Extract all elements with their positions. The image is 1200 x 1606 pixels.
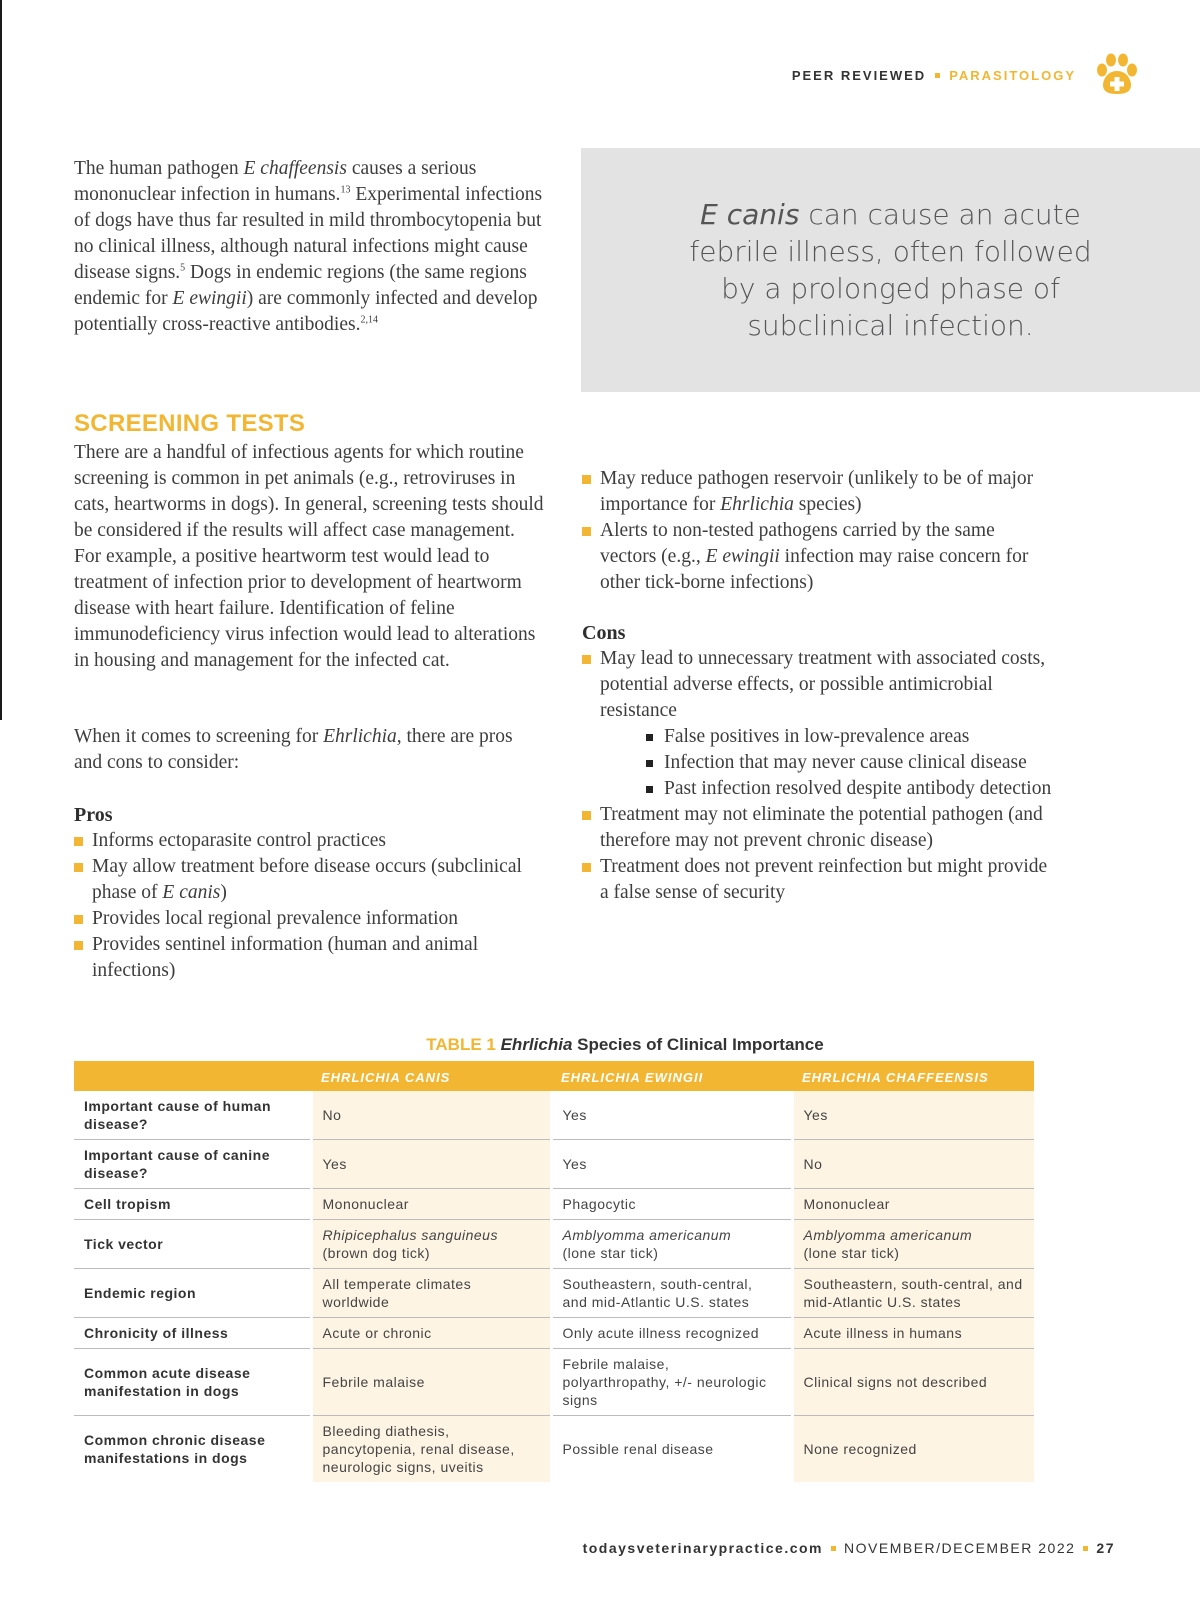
list-item: Treatment does not prevent reinfection but might provide a false sense of security — [582, 854, 1052, 906]
table-cell: Yes — [311, 1140, 551, 1189]
table-cell: No — [792, 1140, 1034, 1189]
list-item: Alerts to non-tested pathogens carried by the same vectors (e.g., E ewingii infection may raise concern for other tick-borne infections) — [582, 518, 1052, 596]
screening-paragraph-1: There are a handful of infectious agents for which routine screening is common in pet animals (e.g., retroviruses in cats, heartworms in dogs). In general, screening tests should be considered if the results will affect case management. For example, a positive heartworm test would lead to treatment of infection prior to development of heartworm disease with heart failure. Identification of feline immunodeficiency virus infection would lead to alterations in housing and management for the infected cat. — [74, 442, 544, 671]
pros-list — [74, 802, 544, 984]
list-item: May allow treatment before disease occurs (subclinical phase of E canis) — [74, 854, 544, 906]
page-footer — [583, 1540, 1115, 1556]
table-row — [74, 1416, 1034, 1483]
sub-list-item: Past infection resolved despite antibody detection — [646, 776, 1052, 802]
table-header-cell: EHRLICHIA CHAFFEENSIS — [792, 1061, 1034, 1091]
table-header-cell — [74, 1061, 311, 1091]
table-cell: Clinical signs not described — [792, 1349, 1034, 1416]
header-separator — [935, 73, 940, 78]
pull-quote — [581, 148, 1200, 392]
table-title: TABLE 1 Ehrlichia Species of Clinical Importance — [426, 1035, 824, 1054]
row-label: Tick vector — [74, 1220, 311, 1269]
row-label: Endemic region — [74, 1269, 311, 1318]
list-item: Provides local regional prevalence information — [74, 906, 544, 932]
screening-paragraph-2: When it comes to screening for Ehrlichia, there are pros and cons to consider: — [74, 726, 513, 773]
table-cell: Acute illness in humans — [792, 1318, 1034, 1349]
table-cell: Amblyomma americanum (lone star tick) — [792, 1220, 1034, 1269]
table-row — [74, 1091, 1034, 1140]
intro-paragraph: The human pathogen E chaffeensis causes a serious mononuclear infection in humans.$^{13}$ Experimental infections of dogs have thus far resulted in mild thrombocytopenia but no clinical illness, although natural infections might cause disease signs.$^5$ Dogs in endemic regions (the same regions endemic for E ewingii) are commonly infected and develop potentially cross-reactive antibodies.$^{2,14}$ — [74, 158, 543, 335]
list-item: Provides sentinel information (human and animal infections) — [74, 932, 544, 984]
list-item: Informs ectoparasite control practices — [74, 828, 544, 854]
table-cell: Rhipicephalus sanguineus (brown dog tick) — [311, 1220, 551, 1269]
paw-plus-icon — [1092, 50, 1142, 100]
table-cell: Only acute illness recognized — [551, 1318, 792, 1349]
page-header — [792, 50, 1142, 100]
page-number: 27 — [1096, 1540, 1115, 1556]
table-cell: All temperate climates worldwide — [311, 1269, 551, 1318]
row-label: Common acute disease manifestation in dogs — [74, 1349, 311, 1416]
list-item: May reduce pathogen reservoir (unlikely to be of major importance for Ehrlichia species) — [582, 466, 1052, 518]
pros-heading: Pros — [74, 804, 113, 826]
table-row — [74, 1269, 1034, 1318]
table-cell: Bleeding diathesis, pancytopenia, renal disease, neurologic signs, uveitis — [311, 1416, 551, 1483]
footer-issue: NOVEMBER/DECEMBER 2022 — [844, 1540, 1076, 1556]
pros-list-continued — [582, 466, 1052, 596]
species-table — [74, 1061, 1034, 1482]
footer-separator — [1083, 1546, 1088, 1551]
table-row — [74, 1140, 1034, 1189]
footer-separator — [831, 1546, 836, 1551]
row-label: Important cause of canine disease? — [74, 1140, 311, 1189]
cons-heading: Cons — [582, 622, 626, 644]
row-label: Chronicity of illness — [74, 1318, 311, 1349]
table-cell: Febrile malaise — [311, 1349, 551, 1416]
cons-list — [582, 620, 1052, 906]
table-row — [74, 1349, 1034, 1416]
row-label: Cell tropism — [74, 1189, 311, 1220]
table-cell: Yes — [551, 1140, 792, 1189]
table-row — [74, 1220, 1034, 1269]
table-cell: Yes — [551, 1091, 792, 1140]
row-label: Common chronic disease manifestations in dogs — [84, 1432, 266, 1466]
list-item: Treatment may not eliminate the potential pathogen (and therefore may not prevent chronic disease) — [582, 802, 1052, 854]
section-heading: SCREENING TESTS — [74, 410, 306, 437]
row-label: Important cause of human disease? — [74, 1091, 311, 1140]
table-cell: Acute or chronic — [311, 1318, 551, 1349]
table-cell: Possible renal disease — [551, 1416, 792, 1483]
header-section: PARASITOLOGY — [949, 67, 1076, 83]
table-cell: Yes — [792, 1091, 1034, 1140]
table-cell: Amblyomma americanum (lone star tick) — [551, 1220, 792, 1269]
table-cell: Mononuclear — [792, 1189, 1034, 1220]
footer-site-link[interactable]: todaysveterinarypractice.com — [582, 1540, 824, 1556]
page-edge-line — [0, 0, 2, 720]
table-header-cell: EHRLICHIA CANIS — [311, 1061, 551, 1091]
table-cell: Phagocytic — [551, 1189, 792, 1220]
table-cell: Southeastern, south-central, and mid-Atlantic U.S. states — [792, 1269, 1034, 1318]
list-item: May lead to unnecessary treatment with associated costs, potential adverse effects, or possible antimicrobial resistance False positives in low-prevalence areas Infection that may never cause clinical disease Past infection resolved despite antibody detection — [582, 646, 1052, 802]
table-cell: Febrile malaise, polyarthropathy, +/- neurologic signs — [551, 1349, 792, 1416]
table-cell: Mononuclear — [311, 1189, 551, 1220]
sub-list-item: False positives in low-prevalence areas — [646, 724, 1052, 750]
table-cell: None recognized — [792, 1416, 1034, 1483]
table-header-row — [74, 1061, 1034, 1091]
table-cell: Southeastern, south-central, and mid-Atlantic U.S. states — [551, 1269, 792, 1318]
table-row — [74, 1318, 1034, 1349]
pull-quote-text: E canis can cause an acute febrile illness, often followed by a prolonged phase of subclinical infection. — [689, 198, 1092, 342]
table-row — [74, 1189, 1034, 1220]
sub-list-item: Infection that may never cause clinical disease — [646, 750, 1052, 776]
table-cell: No — [311, 1091, 551, 1140]
table-header-cell: EHRLICHIA EWINGII — [551, 1061, 792, 1091]
header-label: PEER REVIEWED — [791, 67, 927, 83]
